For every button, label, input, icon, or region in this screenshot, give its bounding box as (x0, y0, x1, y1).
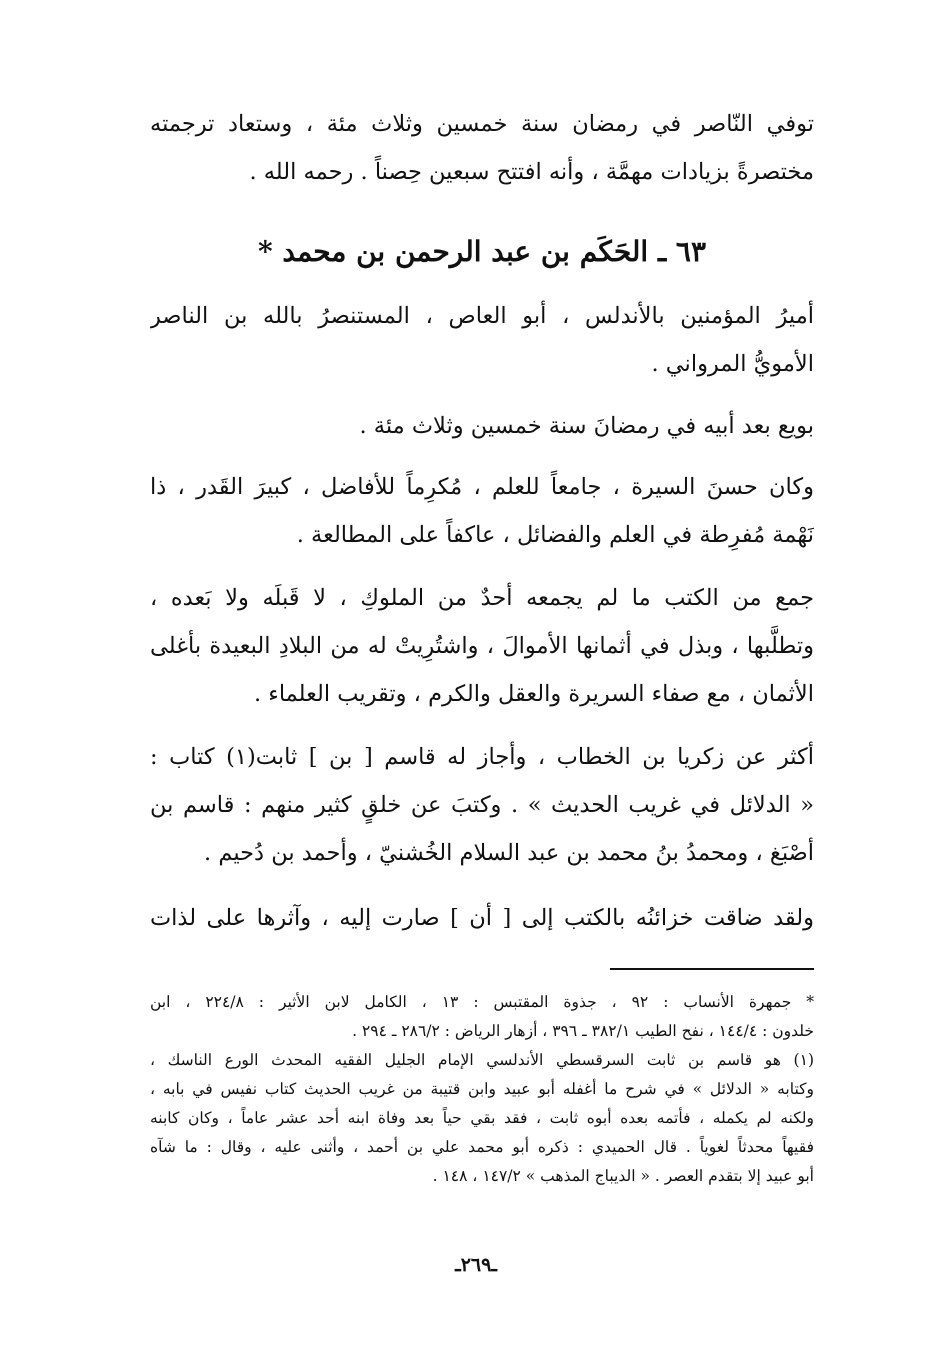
text-line: الأثمان ، مع صفاء السريرة والعقل والكرم ، وتقريب العلماء . (253, 681, 814, 707)
footnote-line: (١) هو قاسم بن ثابت السرقسطي الأندلسي الإمام الجليل الفقيه المحدث الورع الناسك ، (150, 1051, 814, 1069)
text-line: جمع من الكتب ما لم يجمعه أحدٌ من الملوكِ ، لا قَبلَه ولا بَعده ، (150, 585, 814, 611)
footnote-line: وكتابه « الدلائل » في شرح ما أغفله أبو عبيد وابن قتيبة من غريب الحديث كتاب نفيس في بابه ، (150, 1080, 814, 1098)
page-number-dash-right: ـ (455, 1254, 461, 1276)
page-number-dash-left: ـ (491, 1254, 497, 1276)
text-line: أكثر عن زكريا بن الخطاب ، وأجاز له قاسم [ بن ] ثابت(١) كتاب : (150, 744, 814, 770)
text-line: وتطلَّبها ، وبذل في أثمانها الأموالَ ، واشتُرِيتْ له من البلادِ البعيدة بأغلى (150, 633, 814, 659)
footnote-separator (610, 968, 814, 970)
footnote-line: أبو عبيد إلا بتقدم العصر . « الديباج المذهب » ١٤٧/٢ ، ١٤٨ . (432, 1167, 814, 1185)
text-line: وكان حسنَ السيرة ، جامعاً للعلم ، مُكرِماً للأفاضل ، كبيرَ القَدر ، ذا (150, 474, 814, 500)
text-line: الأمويُّ المرواني . (651, 351, 814, 377)
text-line: أصْبَغ ، ومحمدُ بنُ محمد بن عبد السلام الخُشنيّ ، وأحمد بن دُحيم . (204, 840, 814, 866)
paragraph-teachers (150, 733, 814, 877)
text-line: نَهْمة مُفرِطة في العلم والفضائل ، عاكفاً على المطالعة . (296, 522, 814, 548)
text-line: ولقد ضاقت خزائنُه بالكتب إلى [ أن ] صارت إليه ، وآثرها على لذات (150, 905, 814, 931)
footnote-line: * جمهرة الأنساب : ٩٢ ، جذوة المقتبس : ١٣ ، الكامل لابن الأثير : ٢٢٤/٨ ، ابن (150, 993, 814, 1011)
page-number-value: ٢٦٩ (460, 1254, 492, 1276)
footnotes (150, 988, 814, 1191)
paragraph-character (150, 463, 814, 559)
text-line: توفي النّاصر في رمضان سنة خمسين وثلاث مئة ، وستعاد ترجمته (150, 111, 814, 137)
text-line: أميرُ المؤمنين بالأندلس ، أبو العاص ، المستنصرُ بالله بن الناصر (150, 303, 814, 329)
paragraph-library (150, 894, 814, 942)
paragraph-titles (150, 292, 814, 388)
page-number (376, 1254, 576, 1276)
text-line: بويع بعد أبيه في رمضانَ سنة خمسين وثلاث مئة . (359, 413, 814, 439)
text-line: « الدلائل في غريب الحديث » . وكتبَ عن خلقٍ كثير منهم : قاسم بن (150, 792, 814, 818)
paragraph-allegiance (150, 402, 814, 450)
paragraph-books (150, 574, 814, 718)
footnote-line: ولكنه لم يكمله ، فأتمه بعده أبوه ثابت ، فقد بقي حياً بعد وفاة ابنه أحد عشر عاماً ، وكان كابنه (150, 1109, 814, 1127)
footnote-line: خلدون : ١٤٤/٤ ، نفح الطيب ٣٨٢/١ ـ ٣٩٦ ، أزهار الرياض : ٢٨٦/٢ ـ ٢٩٤ . (352, 1022, 814, 1040)
footnote-line: فقيهاً محدثاً لغوياً . قال الحميدي : ذكره أبو محمد علي بن أحمد ، وأثنى عليه ، وقال : ما شآه (150, 1138, 814, 1156)
text-line: مختصرةً بزيادات مهمَّة ، وأنه افتتح سبعين حِصناً . رحمه الله . (249, 159, 814, 185)
biography-heading: ٦٣ ـ الحَكَم بن عبد الرحمن بن محمد * (258, 235, 706, 268)
intro-paragraph (150, 100, 814, 196)
